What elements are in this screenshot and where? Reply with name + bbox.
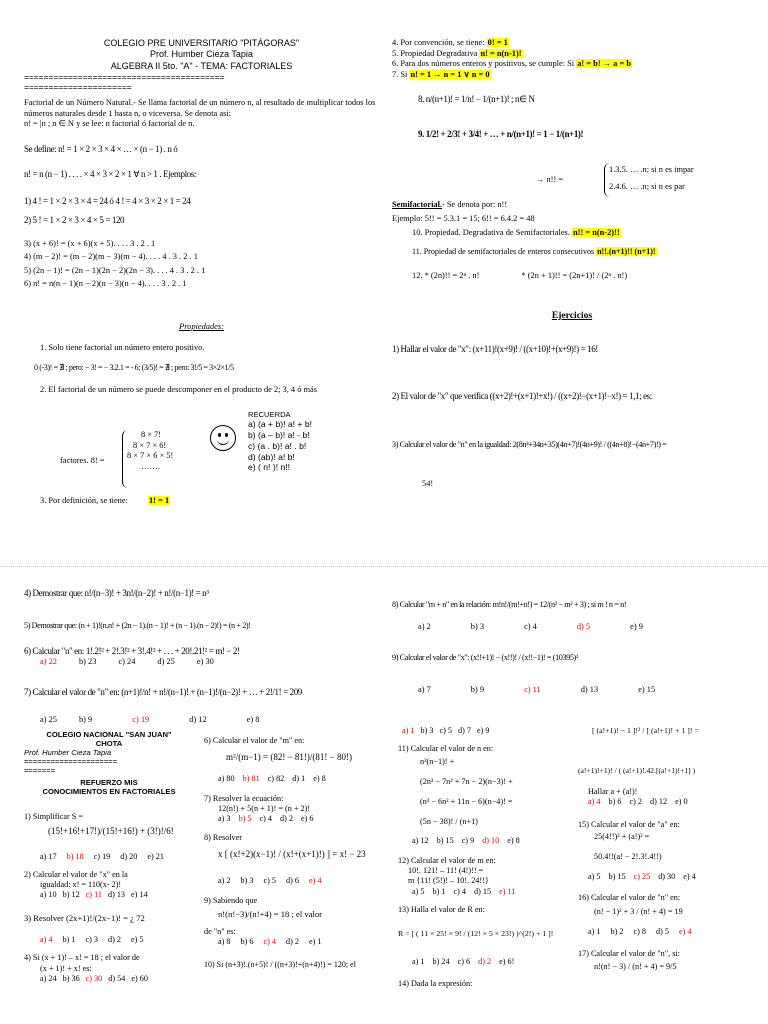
s-question-7-options: a) 3 b) 5 c) 4 d) 2 e) 6 xyxy=(218,814,314,824)
question-14-expr: (a!+1)!+1)! / ( (a!+1)!.42.[(a!+1)!+1] ) xyxy=(578,765,696,775)
school-name-2: COLEGIO NACIONAL "SAN JUAN" xyxy=(46,730,172,739)
example: 2) 5 ! = 1 × 2 × 3 × 4 × 5 = 120 xyxy=(24,215,125,226)
exercise-3-answer: 54! xyxy=(422,478,434,488)
question-8-options: a) 2 b) 3 c) 4 d) 5 e) 9 xyxy=(418,622,643,632)
recuerda-item: d) (ab)! a! b! xyxy=(248,451,295,462)
s-question-8: 8) Resolver xyxy=(204,832,242,842)
property-7: 7. Si n! = 1 → n = 1 ∨ n = 0 xyxy=(392,69,490,79)
header-2 xyxy=(24,730,194,796)
question-15-options: a) 5 b) 15 c) 25 d) 30 e) 4 xyxy=(588,872,696,882)
question-8: 8) Calcular "m + n" en la relación: m!n!/(m!+n!) = 12/(n² − m² + 3) ; si m ! n = n! xyxy=(392,600,627,609)
s-question-6-options: a) 80 b) 81 c) 82 d) 1 e) 8 xyxy=(218,773,326,783)
r-question-4-options: a) 24 b) 36 c) 30 d) 54 e) 60 xyxy=(40,973,148,983)
s-question-10: 10) Si (n+3)!.(n+5)! / ((n+3)!+(n+4)!) = 120; el xyxy=(204,959,356,969)
question-13-options: a) 1 b) 24 c) 6 d) 2 e) 6! xyxy=(412,956,515,966)
question-4: 4) Demostrar que: n!/(n−3)! + 3n!/(n−2)! + n!/(n−1)! = n³ xyxy=(24,588,209,598)
refuerzo-exercises-2 xyxy=(204,736,384,970)
exercise-2: 2) El valor de "x" que verifica ((x+2)!+(x+1)!+x!) / ((x+2)!−(x+1)!−x!) = 1,1; es: xyxy=(392,391,652,402)
factor-item: 8 × 7 × 6 × 5! xyxy=(127,451,174,460)
property-1-example: 0 (-3)! = ∄ ; pero: − 3! = − 3.2.1 = - 6; (3/5)! = ∄ ; pero: 3!/5 = 3×2×1/5 xyxy=(34,363,234,372)
smiley-icon xyxy=(210,425,236,451)
school-name: COLEGIO PRE UNIVERSITARIO "PITÁGORAS" xyxy=(103,38,300,48)
question-11: 11) Calcular el valor de n en: xyxy=(398,744,494,754)
question-9-options: a) 7 b) 9 c) 11 d) 13 e) 15 xyxy=(418,685,656,694)
double-factorial: → n!! = 1.3.5. … .n; si n es impar 2.4.6. … .n; si n es par xyxy=(536,163,756,199)
property-5: 5. Propiedad Degradativa n! = n(n-1)! xyxy=(392,48,522,58)
example: 3) (x + 6)! = (x + 6)(x + 5). . . . 3 . 2 . 1 xyxy=(24,238,156,248)
definition xyxy=(24,98,379,290)
r-question-2-options: a) 10 b) 12 c) 11 d) 13 e) 14 xyxy=(40,890,148,900)
property-2: 2. El factorial de un número se puede descomponer en el producto de 2; 3, 4 ó más xyxy=(40,385,317,394)
exercise-3: 3) Calcular el valor de "n" en la igualdad: 2(8n²+34n+35)(4n+7)!(4n+9)! / ((4n+8)!−(4n+7)!) = xyxy=(392,440,667,450)
question-7-options: a) 25 b) 9 c) 19 d) 12 e) 8 xyxy=(40,714,260,724)
bottom-right-exercises xyxy=(392,600,752,696)
recuerda-item: b) (a – b)! a! - b! xyxy=(248,430,310,441)
page-divider xyxy=(0,566,768,567)
s-question-6-expr: m²/(m−1) = (82! − 81!)/(81! − 80!) xyxy=(226,752,352,763)
factor-item: ……. xyxy=(141,461,160,471)
r-question-3-options: a) 4 b) 1 c) 3 d) 2 e) 5 xyxy=(40,935,144,945)
question-11-options: a) 12 b) 15 c) 9 d) 10 e) 8 xyxy=(412,835,520,845)
s-question-9-options: a) 8 b) 6 c) 4 d) 2 e) 1 xyxy=(218,937,322,947)
question-15: 15) Calcular el valor de "a" en: xyxy=(578,819,680,829)
bottom-right-col-a xyxy=(398,726,568,989)
definition-notation: n! = |n ; n ∈ N y se lee: n factorial ó factorial de n. xyxy=(24,119,195,128)
city-name: CHOTA xyxy=(95,739,123,749)
question-11-line: n²(n−1)! + xyxy=(420,756,455,766)
example: 5) (2n − 1)! = (2n − 1)(2n − 2)(2n − 3). . . . 4 . 3 . 2 . 1 xyxy=(24,265,206,275)
r-question-2b: igualdad: x! = 110(x- 2)! xyxy=(40,880,122,889)
define-line: n! = n (n − 1) . . . . × 4 × 3 × 2 × 1 ∀ n > 1 . Ejemplos: xyxy=(24,168,196,179)
ejercicios-title: Ejercicios xyxy=(551,310,593,321)
refuerzo-exercises xyxy=(24,812,199,984)
prof-name-2: Prof. Humber Cieza Tapia xyxy=(24,748,112,758)
course-title: ALGEBRA II 5to. "A" - TEMA: FACTORIALES xyxy=(110,60,293,71)
refuerzo-title: REFUERZO MIS xyxy=(80,777,138,787)
question-14-expr: [ (a!+1)! − 1 ]!² / [ (a!+1)! + 1 ]! = xyxy=(592,726,699,735)
properties-title: Propiedades: xyxy=(179,322,224,331)
question-17-expr: n!(n! − 3) / (n! + 4) = 9/5 xyxy=(594,961,677,971)
define-line: Se define: n! = 1 × 2 × 3 × 4 × … × (n − 1) . n ó xyxy=(24,143,178,154)
rule: ===================== xyxy=(24,757,118,767)
example: 1) 4 ! = 1 × 2 × 3 × 4 = 24 ó 4 ! = 4 × 3 × 2 × 1 = 24 xyxy=(24,196,191,206)
recuerda-item: e) ( n! )! n!! xyxy=(248,462,291,473)
property-4: 4. Por convención, se tiene: 0! = 1 xyxy=(392,38,508,47)
property-6: 6. Para dos números enteros y positivos, se cumple: Si a! = b! → a = b xyxy=(392,59,631,68)
question-14-ask: Hallar a + (a!)! xyxy=(588,787,638,797)
question-15-expr: 25(4!!)² + (a!)² = xyxy=(594,831,650,841)
property-3 xyxy=(40,496,170,507)
example: 4) (m − 2)! = (m − 2)(m − 3)(m − 4). . . . 4 . 3 . 2 . 1 xyxy=(24,252,198,261)
factors-list xyxy=(122,430,204,488)
double-factorial-even: 2.4.6. … .n; si n es par xyxy=(609,181,685,191)
r-question-4b: (x + 1)! + x! es: xyxy=(40,963,92,973)
property-9: 9. 1/2! + 2/3! + 3/4! + … + n/(n+1)! = 1 − 1/(n+1)! xyxy=(418,129,584,140)
property-1: 1. Solo tiene factorial un número entero positivo. xyxy=(40,342,205,352)
s-question-9-expr: n!(n!−3)/(n!+4) = 18 ; el valor xyxy=(218,908,323,919)
question-16-options: a) 1 b) 2 c) 8 d) 5 e) 4 xyxy=(588,927,692,937)
question-6-options: a) 22 b) 23 c) 24 d) 25 e) 30 xyxy=(40,656,214,666)
question-16-expr: (n! − 1)² + 3 / (n! + 4) = 19 xyxy=(594,906,683,916)
question-11-line: (n³ − 6n² + 11n − 6)(n−4)! = xyxy=(420,797,513,806)
r-question-1-expr: (15!+16!+17!)/(15!+16!) + (3!)!/6! xyxy=(48,826,174,837)
header xyxy=(24,38,379,93)
factors-label: factores. 8! = xyxy=(60,456,105,465)
recuerda-item: a) (a + b)! a! + b! xyxy=(248,419,313,430)
recuerda-box xyxy=(248,410,368,473)
question-13-expr: R = [ ( 11 × 25! × 9! / (12! × 5 × 23!) )^(2!) + 1 ]! xyxy=(398,929,554,938)
question-11-line: (5n − 38)! / (n+1) xyxy=(420,817,478,827)
properties xyxy=(24,322,379,396)
double-factorial-odd: 1.3.5. … .n; si n es impar xyxy=(609,165,694,174)
refuerzo-subtitle: CONOCIMIENTOS EN FACTORIALES xyxy=(42,786,176,796)
rule: ========================================= xyxy=(24,71,225,82)
question-15-expr: 50.4!!(a! − 2!.3!.4!!) xyxy=(594,852,662,862)
bottom-right-col-b xyxy=(578,726,760,972)
property-8: 8. n/(n+1)! = 1/n! − 1/(n+1)! ; n∈ N xyxy=(418,94,535,104)
property-10: 10. Propiedad. Degradativa de Semifactoriales. n!! = n(n-2)!! xyxy=(412,228,620,237)
rule: ======= xyxy=(24,766,56,776)
property-12: 12. * (2n)!! = 2ⁿ . n! * (2n + 1)!! = (2n+1)! / (2ⁿ . n!) xyxy=(412,270,628,280)
s-question-7b: 12(n!) + 5(n + 1)! = (n + 2)! xyxy=(218,804,311,813)
r-question-2: 2) Calcular el valor de "x" en la xyxy=(24,869,128,879)
question-16: 16) Calcular el valor de "n" en: xyxy=(578,892,681,902)
question-7: 7) Calcular el valor de "n" en: (n+1)!/n! + n!/(n−1)! + (n−1)!/(n−2)! + … + 2!/1! = 209 xyxy=(24,687,302,698)
s-question-9: 9) Sabiendo que xyxy=(204,896,258,906)
prof-name: Prof. Humber Cieza Tapia xyxy=(150,49,253,60)
semifactorial: Semifactorial.- Se denota por: n!! Ejemplo: 5!! = 5.3.1 = 15; 6!! = 6.4.2 = 48 10. Propiedad. Degradativa de Semifactoriales. n!! = n(n-2)!! 11. Propiedad de semifactoriales de enteros consecutivos n!!.(n+1)!! (n+1)! 12. * (2n)!! = 2ⁿ . n! * (2n + 1)!! = (2n+1)! / (2ⁿ . n!) xyxy=(392,200,752,281)
question-11-line: (2n³ − 7n² + 7n − 2)(n−3)! + xyxy=(420,776,513,786)
question-12-line: m {11! (5!)! – 10!. 24!!} xyxy=(408,876,489,886)
s-question-6: 6) Calcular el valor de "m" en: xyxy=(204,736,305,745)
question-5: 5) Demostrar que: (n + 1)!(n.n! + (2n − 1).(n − 1)! + (n − 1).(n − 2)!) = (n + 2)! xyxy=(24,621,251,631)
question-13: 13) Halla el valor de R en: xyxy=(398,904,485,914)
r-question-1-options: a) 17 b) 18 c) 19 d) 20 e) 21 xyxy=(40,851,164,861)
question-9: 9) Calcular el valor de "x": (x!!+1)! − (x!!)! / (x!!−1)! = (10395)² xyxy=(392,652,578,662)
s-question-9b: de "n" es: xyxy=(204,927,236,937)
question-17: 17) Calcular el valor de "n", si: xyxy=(578,949,680,959)
factor-item: 8 × 7! xyxy=(141,430,162,439)
question-12: 12) Calcular el valor de m en: xyxy=(398,855,496,865)
right-properties xyxy=(392,38,752,141)
property-3-value: 1! = 1 xyxy=(149,496,170,505)
recuerda-title: RECUERDA xyxy=(248,410,291,419)
property-11: 11. Propiedad de semifactoriales de enteros consecutivos n!!.(n+1)!! (n+1)! xyxy=(412,246,656,256)
question-10-options: a) 1 b) 3 c) 5 d) 7 e) 9 xyxy=(402,726,490,735)
question-12-options: a) 5 b) 1 c) 4 d) 15 e) 11 xyxy=(412,886,516,896)
bottom-left-exercises xyxy=(24,588,379,725)
rule: ====================== xyxy=(24,82,132,93)
r-question-3: 3) Resolver (2x+1)!/(2x−1)! = ¿ 72 xyxy=(24,912,145,923)
question-12-line: 10!. 121! – 11! (4!)!! = xyxy=(408,866,484,875)
exercise-1: 1) Hallar el valor de "x": (x+11)!(x+9)! / ((x+10)!+(x+9)!) = 16! xyxy=(392,343,598,354)
question-6: 6) Calcular "n" en: 1!.2!² + 2!.3!² + 3!.4!² + . . . + 20!.21!² = m! − 2! xyxy=(24,645,240,656)
factor-item: 8 × 7 × 6! xyxy=(133,440,167,450)
property-3-text: 3. Por definición, se tiene: xyxy=(40,496,128,505)
definition-text: Factorial de un Número Natural.- Se llama factorial de un número n, al resultado de multiplicar todos los números naturales desde 1 hasta n, o viceversa. Se denota así: xyxy=(24,98,376,118)
example: 6) n! = n(n − 1)(n − 2)(n − 3)(n − 4). . . . 3 . 2 . 1 xyxy=(24,279,187,288)
ejercicios xyxy=(392,310,752,489)
s-question-8-expr: x [ (x!+2)(x−1)! / (x!+(x+1)!) ] = x! − 23 xyxy=(218,848,366,859)
s-question-8-options: a) 2 b) 3 c) 5 d) 6 e) 4 xyxy=(218,876,322,885)
question-14-options: a) 4 b) 6 c) 2 d) 12 e) 0 xyxy=(588,797,688,807)
r-question-1: 1) Simplificar S = xyxy=(24,812,83,821)
question-14: 14) Dada la expresión: xyxy=(398,978,473,988)
semifactorial-example: Ejemplo: 5!! = 5.3.1 = 15; 6!! = 6.4.2 = 48 xyxy=(392,213,535,223)
r-question-4: 4) Si (x + 1)! – x! = 18 ; el valor de xyxy=(24,953,140,963)
recuerda-item: c) (a . b)! a! . b! xyxy=(248,440,307,451)
s-question-7: 7) Resolver la ecuación: xyxy=(204,793,284,803)
